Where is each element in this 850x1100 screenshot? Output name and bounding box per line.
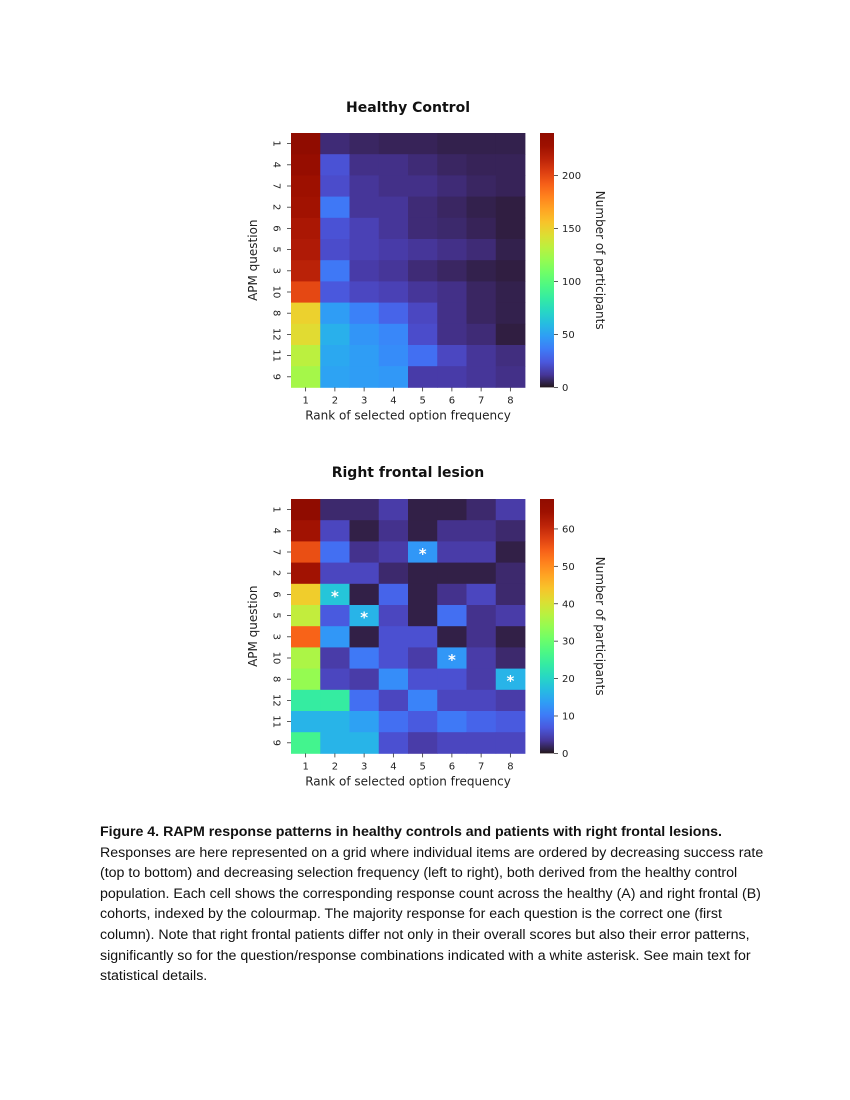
heatmap-cell: [320, 133, 350, 155]
x-tick-label: 8: [507, 395, 514, 407]
heatmap-cell: [496, 239, 526, 261]
significance-asterisk: *: [360, 608, 369, 627]
heatmap-cell: [320, 563, 350, 585]
y-tick-label: 2: [270, 570, 282, 577]
heatmap-cell: [496, 690, 526, 712]
heatmap-cell: [408, 711, 438, 733]
heatmap-cell: [437, 499, 467, 521]
heatmap-cell: [291, 690, 321, 712]
heatmap-cell: [496, 366, 526, 388]
heatmap-cell: [379, 732, 409, 754]
heatmap-cell: [496, 520, 526, 542]
colorbar: [540, 133, 554, 387]
colorbar-tick-label: 40: [562, 599, 575, 611]
x-tick-label: 7: [477, 761, 485, 773]
figure-caption: [100, 822, 765, 987]
heatmap-cell: [379, 154, 409, 176]
heatmap-cell: [437, 690, 467, 712]
colorbar-tick-label: 150: [562, 223, 582, 235]
heatmap-cell: [291, 605, 321, 627]
colorbar-tick-label: 20: [562, 674, 575, 686]
heatmap-cell: [379, 499, 409, 521]
heatmap-cell: [408, 175, 438, 197]
heatmap-cell: [350, 239, 380, 261]
y-axis-label: APM question: [246, 585, 260, 667]
heatmap-cell: [408, 239, 438, 261]
heatmap-cell: [320, 303, 350, 325]
heatmap-cell: [291, 520, 321, 542]
heatmap-cell: [350, 260, 380, 282]
heatmap-cell: [350, 690, 380, 712]
heatmap-cell: [320, 605, 350, 627]
y-tick-label: 11: [270, 349, 282, 362]
y-tick-label: 3: [270, 633, 282, 640]
x-tick-label: 2: [331, 761, 339, 773]
y-axis-label: APM question: [246, 219, 260, 301]
colorbar-tick-label: 0: [562, 748, 569, 760]
heatmap-cell: [379, 133, 409, 155]
heatmap-cell: [320, 626, 350, 648]
heatmap-cell: [350, 133, 380, 155]
heatmap-cell: [291, 324, 321, 346]
heatmap-cell: [437, 366, 467, 388]
heatmap-cell: [437, 303, 467, 325]
heatmap-cell: [350, 324, 380, 346]
heatmap-cell: [379, 541, 409, 563]
heatmap-cell: [379, 324, 409, 346]
heatmap-cell: [291, 197, 321, 219]
heatmap-cell: [437, 626, 467, 648]
y-tick-label: 2: [270, 204, 282, 211]
y-tick-label: 9: [270, 739, 282, 746]
heatmap-cell: [467, 711, 497, 733]
heatmap-cell: [496, 303, 526, 325]
heatmap-cell: [350, 520, 380, 542]
heatmap-cell: [350, 175, 380, 197]
heatmap-cell: [467, 563, 497, 585]
significance-asterisk: *: [330, 587, 339, 606]
y-tick-label: 6: [270, 225, 282, 232]
significance-asterisk: *: [447, 651, 456, 669]
heatmap-cell: [320, 541, 350, 563]
heatmap-cell: [320, 324, 350, 346]
heatmap-cell: [350, 345, 380, 367]
heatmap-cell: [350, 218, 380, 240]
heatmap-cell: [291, 260, 321, 282]
heatmap-cell: [496, 605, 526, 627]
colorbar-tick-label: 100: [562, 276, 582, 288]
heatmap-cell: [408, 732, 438, 754]
x-tick-label: 7: [477, 395, 485, 407]
colorbar-tick-label: 60: [562, 524, 575, 536]
significance-asterisk: *: [506, 672, 515, 691]
heatmap-cell: [408, 197, 438, 219]
heatmap-cell: [291, 499, 321, 521]
heatmap-cell: [408, 345, 438, 367]
heatmap-cell: [437, 345, 467, 367]
heatmap-cell: [350, 563, 380, 585]
x-axis-label: Rank of selected option frequency: [305, 408, 511, 423]
y-tick-label: 10: [270, 651, 282, 665]
heatmap-cell: [496, 711, 526, 733]
heatmap-cell: [320, 366, 350, 388]
heatmap-cell: [320, 647, 350, 669]
heatmap-cell: [320, 499, 350, 521]
colorbar-tick-label: 10: [562, 711, 575, 723]
heatmap-cell: [320, 154, 350, 176]
heatmap-cell: [496, 154, 526, 176]
heatmap-panel-1: [246, 100, 607, 422]
caption-title: Figure 4. RAPM response patterns in healthy controls and patients with right frontal lesions.: [100, 824, 722, 840]
heatmap-cell: [350, 366, 380, 388]
heatmap-cell: [408, 626, 438, 648]
heatmap-cell: [496, 218, 526, 240]
heatmap-panel-2: [246, 465, 607, 788]
heatmap-cell: [320, 669, 350, 691]
heatmap-cell: [467, 584, 497, 606]
heatmap-cell: [408, 647, 438, 669]
x-tick-label: 1: [302, 395, 309, 407]
heatmap-cell: [437, 281, 467, 303]
heatmap-cell: [379, 520, 409, 542]
colorbar-tick-label: 50: [562, 329, 575, 341]
y-tick-label: 1: [270, 506, 282, 513]
colorbar-label: Number of participants: [593, 190, 607, 330]
heatmap-cell: [496, 732, 526, 754]
heatmap-cell: [379, 303, 409, 325]
heatmap-cell: [379, 647, 409, 669]
heatmap-cell: [496, 563, 526, 585]
heatmap-cell: [350, 626, 380, 648]
heatmap-cell: [496, 647, 526, 669]
heatmap-cell: [467, 732, 497, 754]
heatmap-cell: [350, 154, 380, 176]
heatmap-cell: [408, 366, 438, 388]
chart-title: Right frontal lesion: [331, 465, 485, 481]
y-tick-label: 5: [270, 612, 282, 619]
heatmap-cell: [320, 281, 350, 303]
heatmap-cell: [437, 563, 467, 585]
heatmap-cell: [320, 732, 350, 754]
x-tick-label: 6: [448, 395, 456, 407]
heatmap-cell: [379, 669, 409, 691]
heatmap-cell: [350, 584, 380, 606]
colorbar-tick-label: 200: [562, 170, 582, 182]
heatmap-cell: [467, 281, 497, 303]
heatmap-cell: [437, 154, 467, 176]
heatmap-cell: [320, 175, 350, 197]
y-tick-label: 5: [270, 246, 282, 253]
heatmap-cell: [291, 366, 321, 388]
heatmap-cell: [350, 711, 380, 733]
heatmap-cell: [467, 154, 497, 176]
heatmap-cell: [350, 281, 380, 303]
heatmap-cell: [291, 541, 321, 563]
colorbar-tick-label: 30: [562, 636, 575, 648]
x-tick-label: 1: [302, 761, 309, 773]
heatmap-cell: [408, 690, 438, 712]
heatmap-cell: [291, 584, 321, 606]
heatmap-cell: [320, 218, 350, 240]
heatmap-cell: [291, 669, 321, 691]
heatmap-cell: [437, 260, 467, 282]
y-tick-label: 4: [270, 527, 282, 534]
heatmap-cell: [291, 175, 321, 197]
heatmap-cell: [467, 626, 497, 648]
heatmap-cell: [496, 197, 526, 219]
chart-title: Healthy Control: [346, 100, 470, 116]
heatmap-cell: [350, 647, 380, 669]
colorbar: [540, 499, 554, 753]
heatmap-cell: [408, 499, 438, 521]
heatmap-cell: [467, 499, 497, 521]
heatmap-cell: [408, 520, 438, 542]
heatmap-cell: [379, 345, 409, 367]
x-tick-label: 2: [331, 395, 339, 407]
heatmap-cell: [467, 366, 497, 388]
heatmap-cell: [467, 520, 497, 542]
heatmap-cell: [291, 154, 321, 176]
heatmap-cell: [320, 711, 350, 733]
heatmap-cell: [408, 154, 438, 176]
y-tick-label: 12: [270, 694, 282, 707]
heatmap-cell: [467, 197, 497, 219]
x-tick-label: 5: [419, 761, 426, 773]
colorbar-label: Number of participants: [593, 556, 607, 696]
heatmap-cell: [467, 669, 497, 691]
heatmap-cell: [291, 647, 321, 669]
heatmap-cell: [496, 175, 526, 197]
heatmap-cell: [379, 239, 409, 261]
heatmap-cell: [467, 690, 497, 712]
y-tick-label: 9: [270, 373, 282, 380]
heatmap-cell: [408, 260, 438, 282]
heatmap-cell: [467, 324, 497, 346]
heatmap-cell: [379, 281, 409, 303]
heatmap-cell: [467, 303, 497, 325]
heatmap-cell: [408, 281, 438, 303]
heatmap-cell: [350, 541, 380, 563]
heatmap-cell: [379, 690, 409, 712]
heatmap-cell: [496, 584, 526, 606]
heatmap-cell: [291, 626, 321, 648]
y-tick-label: 8: [270, 676, 282, 683]
heatmap-cell: [320, 260, 350, 282]
heatmap-cell: [437, 605, 467, 627]
heatmap-cell: [350, 499, 380, 521]
heatmap-cell: [437, 239, 467, 261]
heatmap-cell: [437, 520, 467, 542]
heatmap-cell: [379, 218, 409, 240]
caption-text: Responses are here represented on a grid where individual items are ordered by decreasing success rate (top to bottom) and decreasing selection frequency (left to right), both derived from the healthy control population. Each cell shows the corresponding response count across the healthy (A) and right frontal (B) cohorts, indexed by the colourmap. The majority response for each question is the correct one (first column). Note that right frontal patients differ not only in their overall scores but also their error patterns, significantly so for the question/response combinations indicated with a white asterisk. See main text for statistical details.: [100, 844, 764, 985]
heatmap-cell: [437, 732, 467, 754]
y-tick-label: 7: [270, 182, 282, 190]
y-tick-label: 7: [270, 548, 282, 556]
heatmap-cell: [408, 605, 438, 627]
heatmap-cell: [320, 520, 350, 542]
heatmap-cell: [437, 324, 467, 346]
heatmap-cell: [467, 239, 497, 261]
heatmap-cell: [350, 197, 380, 219]
y-tick-label: 10: [270, 285, 282, 299]
heatmap-cell: [496, 541, 526, 563]
heatmap-cell: [379, 605, 409, 627]
y-tick-label: 3: [270, 267, 282, 274]
heatmap-cell: [496, 626, 526, 648]
heatmap-cell: [467, 175, 497, 197]
heatmap-cell: [379, 626, 409, 648]
colorbar-tick-label: 0: [562, 382, 569, 394]
heatmap-cell: [291, 133, 321, 155]
heatmap-cell: [467, 605, 497, 627]
heatmap-cell: [437, 584, 467, 606]
heatmap-cell: [379, 260, 409, 282]
heatmap-cell: [496, 133, 526, 155]
heatmap-cell: [379, 197, 409, 219]
y-tick-label: 8: [270, 310, 282, 317]
heatmap-cell: [496, 345, 526, 367]
heatmap-cell: [350, 303, 380, 325]
heatmap-cell: [408, 669, 438, 691]
heatmap-cell: [496, 324, 526, 346]
heatmap-cell: [291, 281, 321, 303]
x-tick-label: 4: [390, 395, 397, 407]
heatmap-cell: [496, 281, 526, 303]
heatmap-cell: [467, 541, 497, 563]
heatmap-cell: [291, 345, 321, 367]
heatmap-cell: [437, 133, 467, 155]
x-axis-label: Rank of selected option frequency: [305, 774, 511, 789]
heatmap-cell: [467, 133, 497, 155]
heatmap-cell: [437, 541, 467, 563]
x-tick-label: 6: [448, 761, 456, 773]
y-tick-label: 12: [270, 328, 282, 341]
heatmap-cell: [408, 218, 438, 240]
heatmap-cell: [291, 239, 321, 261]
heatmap-cell: [467, 218, 497, 240]
heatmap-cell: [291, 711, 321, 733]
heatmap-cell: [320, 345, 350, 367]
x-tick-label: 3: [360, 761, 368, 773]
heatmap-cell: [379, 584, 409, 606]
significance-asterisk: *: [418, 545, 427, 563]
x-tick-label: 5: [419, 395, 426, 407]
heatmap-cell: [496, 499, 526, 521]
heatmap-cell: [467, 345, 497, 367]
heatmap-cell: [379, 366, 409, 388]
heatmap-cell: [437, 218, 467, 240]
heatmap-cell: [291, 303, 321, 325]
y-tick-label: 11: [270, 715, 282, 728]
heatmap-cell: [467, 260, 497, 282]
heatmap-cell: [437, 669, 467, 691]
x-tick-label: 3: [360, 395, 368, 407]
heatmap-cell: [320, 197, 350, 219]
heatmap-cell: [437, 711, 467, 733]
heatmap-cell: [379, 711, 409, 733]
heatmap-cell: [408, 133, 438, 155]
x-tick-label: 8: [507, 761, 514, 773]
heatmap-cell: [291, 218, 321, 240]
x-tick-label: 4: [390, 761, 397, 773]
heatmap-cell: [408, 303, 438, 325]
y-tick-label: 1: [270, 140, 282, 147]
heatmap-cell: [320, 239, 350, 261]
heatmap-cell: [408, 563, 438, 585]
y-tick-label: 6: [270, 591, 282, 598]
heatmap-cell: [408, 324, 438, 346]
heatmap-cell: [496, 260, 526, 282]
heatmap-cell: [350, 669, 380, 691]
heatmap-cell: [291, 732, 321, 754]
heatmap-cell: [437, 197, 467, 219]
heatmap-cell: [437, 175, 467, 197]
y-tick-label: 4: [270, 161, 282, 168]
colorbar-tick-label: 50: [562, 561, 575, 573]
heatmap-cell: [320, 690, 350, 712]
heatmap-cell: [379, 175, 409, 197]
heatmap-cell: [379, 563, 409, 585]
heatmap-cell: [350, 732, 380, 754]
heatmap-cell: [408, 584, 438, 606]
heatmap-cell: [467, 647, 497, 669]
heatmap-cell: [291, 563, 321, 585]
